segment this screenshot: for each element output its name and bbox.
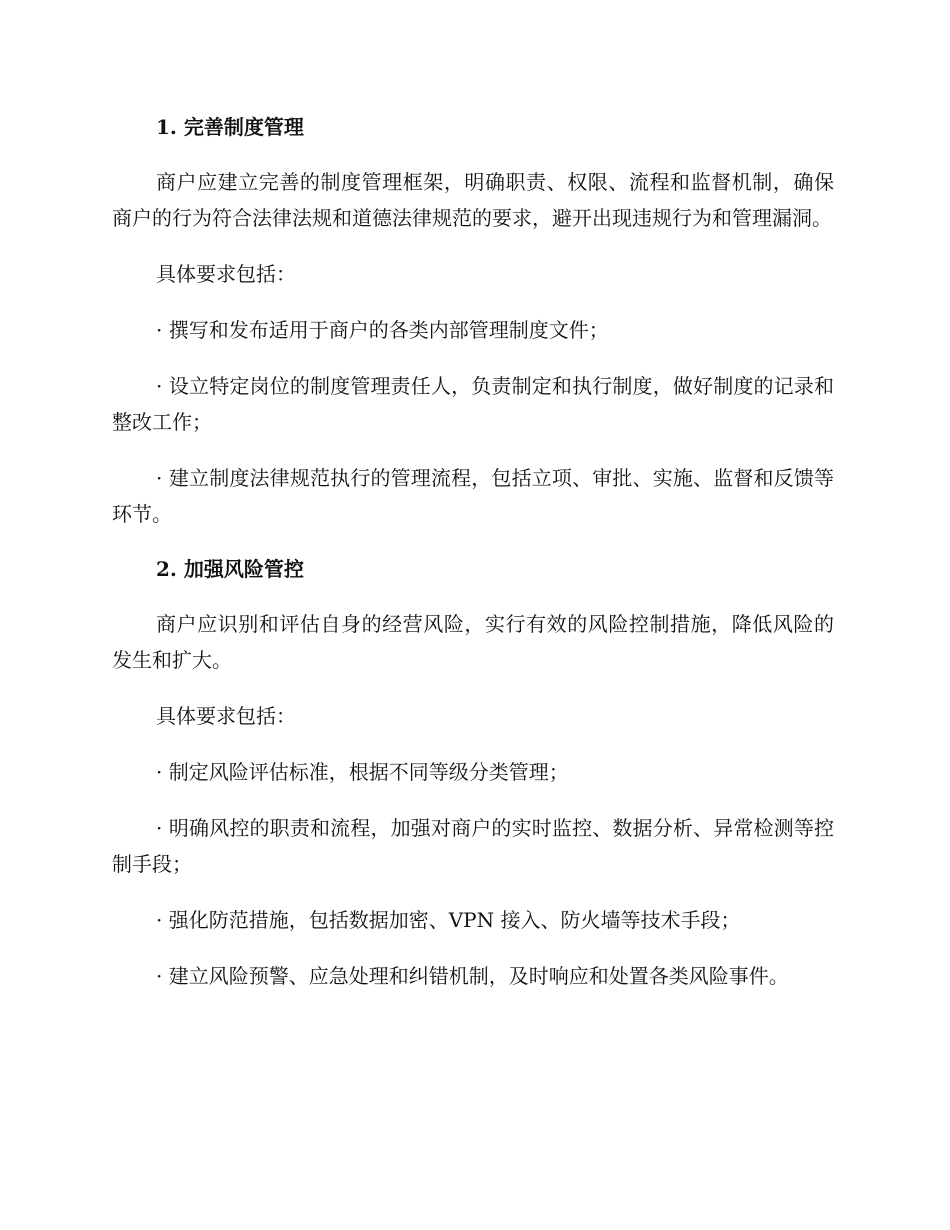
document-page: [112, 110, 834, 1014]
paragraph: 商户应识别和评估自身的经营风险，实行有效的风险控制措施，降低风险的发生和扩大。: [112, 612, 834, 672]
bullet-item: · 撰写和发布适用于商户的各类内部管理制度文件；: [156, 318, 609, 342]
paragraph: 具体要求包括：: [156, 704, 296, 728]
section-2: [112, 552, 834, 994]
bullet-item: · 建立风险预警、应急处理和纠错机制，及时响应和处置各类风险事件。: [156, 964, 789, 988]
section-heading: 1. 完善制度管理: [156, 115, 304, 139]
paragraph: 商户应建立完善的制度管理框架，明确职责、权限、流程和监督机制，确保商户的行为符合法律法规和道德法律规范的要求，避开出现违规行为和管理漏洞。: [112, 170, 834, 230]
bullet-item: · 强化防范措施，包括数据加密、VPN 接入、防火墙等技术手段；: [156, 908, 741, 932]
bullet-item: · 制定风险评估标准，根据不同等级分类管理；: [156, 760, 569, 784]
section-heading: 2. 加强风险管控: [156, 557, 304, 581]
bullet-item: · 设立特定岗位的制度管理责任人，负责制定和执行制度，做好制度的记录和整改工作；: [112, 374, 834, 434]
paragraph: 具体要求包括：: [156, 262, 296, 286]
bullet-item: · 建立制度法律规范执行的管理流程，包括立项、审批、实施、监督和反馈等环节。: [112, 466, 834, 526]
section-1: [112, 110, 834, 532]
bullet-item: · 明确风控的职责和流程，加强对商户的实时监控、数据分析、异常检测等控制手段；: [112, 816, 834, 876]
